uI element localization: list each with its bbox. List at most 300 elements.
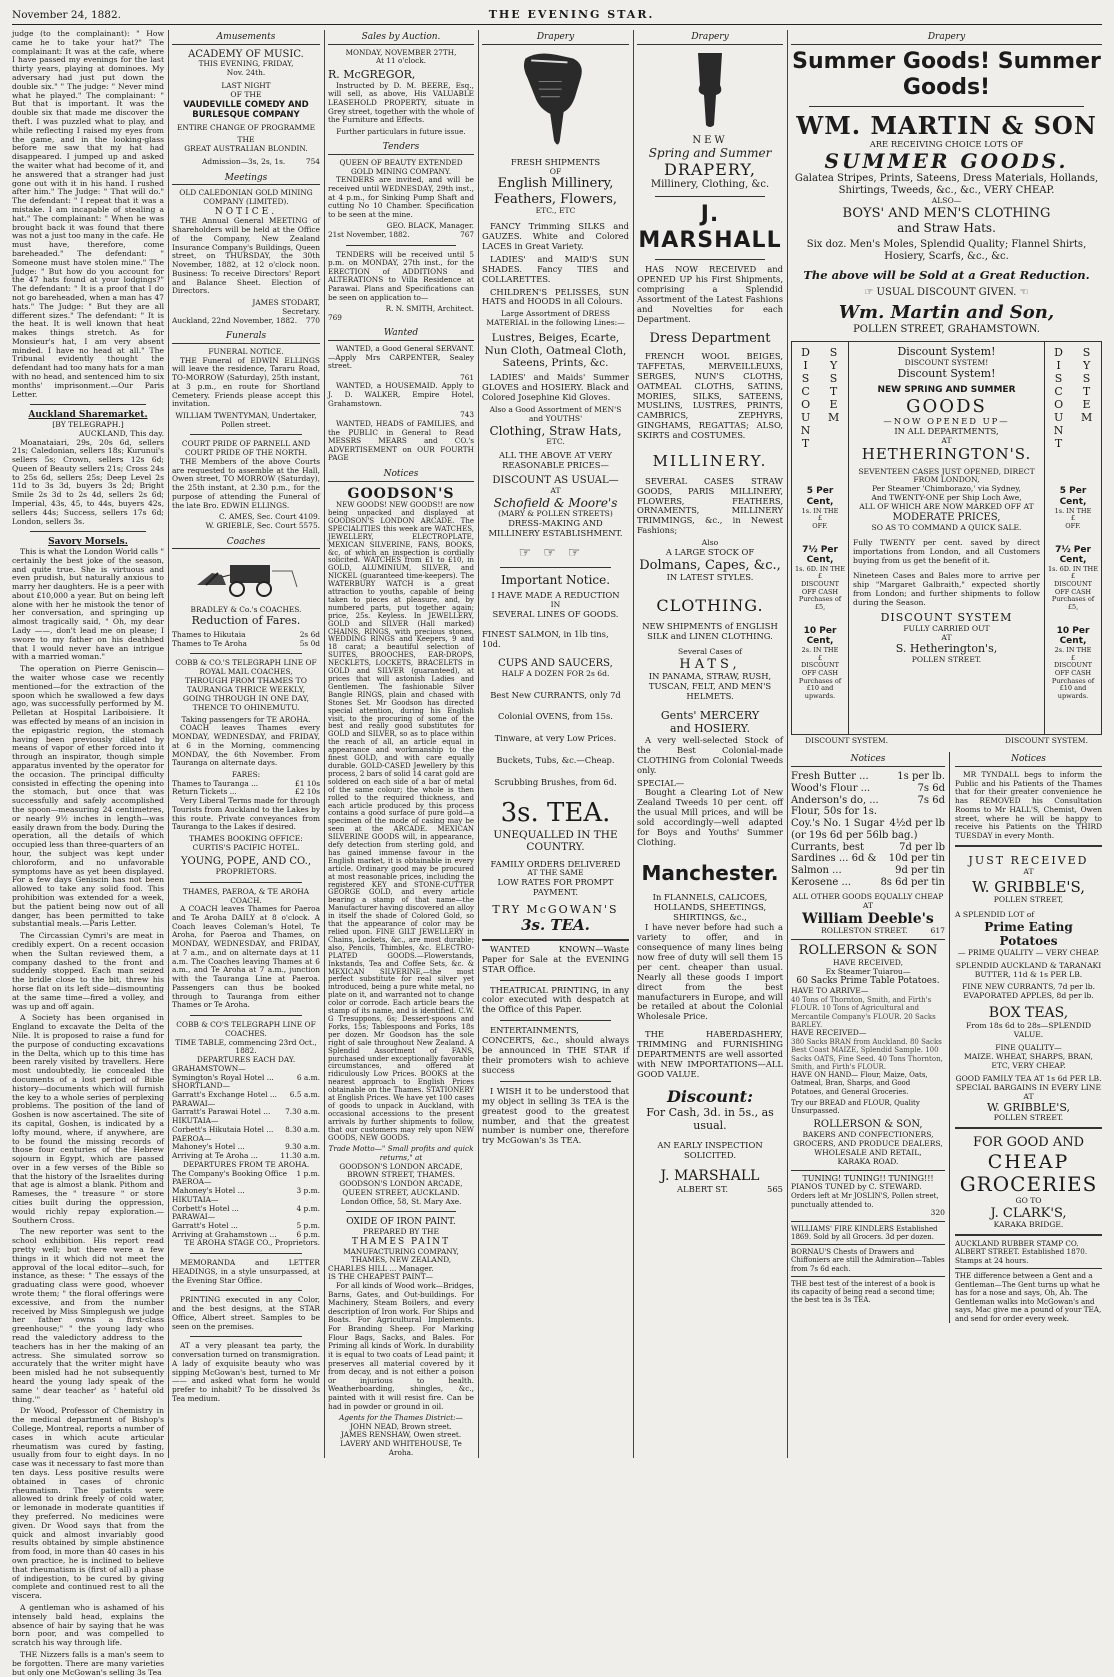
ad-line: Auckland, 22nd November, 1882. [172, 315, 298, 325]
ad-line: COBB & CO.'S TELEGRAPH LINE OF ROYAL MAIL COACHES, [175, 658, 317, 677]
vertical-system [828, 346, 839, 476]
percent-text: 7½ Per Cent, [802, 544, 838, 566]
ad-line: Six doz. Men's Moles, Splendid Quality; Flannel Shirts, Hosiery, Scarfs, &c., &c. [806, 239, 1087, 263]
ad-line: ALL OF WHICH ARE NOW MARKED OFF AT [859, 502, 1034, 512]
savory-para: The operation on Pierre Geniscin—the waiter whose case we recently mentioned—for the extraction of the spoon which he swallowed a few days ago, was successfully performed by M. Pelletan at Hospital Lariboisiere. It was effected by means of an incision in the epigastric region, the stomach having been previously dilated by means of vapor of ether forced into it through an inspirator, though simple apparatus invented by the operator for the occasion. The principal difficulty consisted in effecting the opening into the stomach, but once that was successfully and safely accomplished the spoon—measuring 24 centimetres, or nearly 9½ inches in length—was easily drawn from the body. During the operation, all the details of which occupied less than three-quarters of an hour, the subject was kept under chloroform, and no unfavorable symptoms have as yet been displayed. For a few days Geniscin has not been allowed to take any solid food. This prohibition was extended for a week, but the patient being now out of all danger, has been permitted to take substantial meals.—Paris Letter. [12, 664, 164, 929]
ad-line: FULLY CARRIED OUT [903, 623, 990, 633]
ad-line: Also a Good Assortment of MEN'S and YOUTHS' [489, 405, 622, 424]
ad-line: A LARGE STOCK OF [665, 547, 755, 558]
ad-line: MAIZE. WHEAT, SHARPS, BRAN, ETC, VERY CHEAP. [964, 1051, 1093, 1070]
ad-line: Secretary. [282, 306, 320, 316]
price-row-cell: 9d per tin [895, 865, 945, 877]
timetable-row-cell: GRAHAMSTOWN— [172, 1063, 246, 1073]
percent-block [794, 545, 846, 612]
vertical-discount [801, 346, 811, 476]
divider [955, 1234, 1102, 1236]
ad-line: Also [701, 538, 719, 548]
percent-text: DISCOUNT OFF CASH Purchases of £5, [798, 580, 842, 612]
ad-line: GOODS [906, 395, 987, 417]
ad-text: ENTERTAINMENTS, CONCERTS, &c., should always be announced in THE STAR if their promoters wish to achieve success [482, 1025, 629, 1075]
ad-line: WM. MARTIN & SON [796, 110, 1097, 140]
ad-line: London Office, 58, St. Mary Axe. [340, 1196, 462, 1206]
pointing-hand-icon: ☜ [1016, 286, 1029, 298]
ad-line: SO AS TO COMMAND A QUICK SALE. [871, 523, 1022, 533]
ad-text: Orders left at Mr JOSLIN'S, Pollen street, punctually attended to. [791, 1192, 939, 1209]
column-rule [168, 30, 169, 1458]
ad-line: DISCOUNT SYSTEM [880, 610, 1013, 624]
divider [791, 1276, 945, 1277]
vertical-discount [1054, 346, 1064, 476]
discount-center [849, 342, 1044, 734]
fare-route: Return Tickets ... [172, 787, 237, 797]
ad-text: THE Annual General MEETING of Shareholders will be held at the Office of the Company, New Zealand Insurance Company's Buildings, Queen street, on THURSDAY, the 30th November, 1882, at 12 o'clock noon. Business: To receive Directors' Report and Balance Sheet. Election of Directors. [172, 216, 320, 296]
ad-line: CUPS AND SAUCERS, [498, 657, 613, 669]
timetable-row-cell: Corbett's Hotel ... [172, 1203, 239, 1213]
ad-line: Clothing, Straw Hats, [489, 423, 622, 438]
ad-line: AT [941, 435, 952, 445]
ad-text: 40 Tons of Thornton, Smith, and Firth's FLOUR. 10 Tons of Agricultural and Mercantile Company's FLOUR. 20 Sacks BARLEY. [791, 996, 936, 1029]
section-header-drapery: Drapery [482, 32, 629, 45]
ad-line: Admission—3s, 2s, 1s. [202, 157, 286, 167]
ad-text: For all kinds of Wood work—Bridges, Barns, Gates, and Out-buildings. For Machinery, Steam Boilers, and every description of Iron work. For Ships and Boats. For Agricultural Implements. For Branding Sheep. For Marking Flour Bags, Sacks, and Bales. For Priming all kinds of Work. In durability it is equal to two coats of Lead paint; it preserves all material covered by it from decay, and is not either a poison or injurious to health. Weatherboarding, shingles, &c., painted with it will resist fire. Can be had in powder or ground in oil. [328, 1281, 474, 1411]
ad-line: (MARY & POLLEN STREETS) [498, 508, 613, 518]
ad-line: THROUGH FROM THAMES TO TAURANGA THRICE WEEKLY, GOING THROUGH IN ONE DAY, THENCE TO OHINEMUTU. [182, 675, 310, 712]
fare-price: 5s 0d [299, 638, 320, 648]
percent-text: 1s. IN THE [801, 506, 839, 515]
timetable-row-cell: Garratt's Hotel ... [172, 1220, 238, 1230]
ad-line: POLLEN STREET. [911, 654, 982, 664]
percent-text: OFF. [1065, 521, 1081, 530]
ad-text: I have never before had such a variety to offer, and in consequence of many lines being now free of duty will sell them 15 per cent. cheaper than usual. Nearly all these goods I import direct from the best manufacturers in Europe, and will be retailed at about the Colonial Wholesale Price. [637, 922, 783, 1022]
ad-text: I WISH it to be understood that my object in selling 3s TEA is the greatest good to the greatest number, and that the greatest number is number one, therefore try McGowan's 3s TEA. [482, 1085, 629, 1146]
ad-text: Bought a Clearing Lot of New Zealand Tweeds 10 per cent. off the usual Mill prices, and will be sold accordingly—well adapted for Boys and Youths' Summer Clothing. [637, 787, 783, 847]
section-header-amusements: Amusements [172, 32, 320, 45]
price-list [791, 771, 945, 889]
ad-text: NEW GOODS! NEW GOODS!! are now being unpacked and displayed at GOODSON'S LONDON ARCADE. The SPECIALITIES this week are WATCHES, JEWELLERY, ELECTROPLATE, MEXICAN SILVERINE, FANS, BOOKS, &c, of which an inspection is cordially solicited. WATCHES from £1 to £10, in GOLD, ALUMINIUM, SILVER, and NICKEL (guaranteed time-keepers). The WATERBURY WATCH is a great attraction to youths, capable of being taken to pieces at pleasure, and, by numbered parts, put together again; price, 25s. Keyless. In JEWELLERY, GOLD and SILVER (Hall marked) CHAINS, RINGS, with precious stones, WEDDING RINGS and Keepers, 9 and 18 carat; a beautiful selection of SUITES, BROOCHES, EAR-DROPS, NECKLETS, LOCKETS, BRACELETS in GOLD and SILVER (guaranteed), at prices that will astonish Ladies and Gentlemen. The fashionable Silver Bangle RINGS, plain and chased with Stones Set. Mr Goodson has directed special attention, during his English visit, to the procuring of some of the best and really good substitutes for GOLD and SILVER, so as to place within the reach of all, an article equal in appearance and workmanship to the finest GOLD, and with care equally durable. GOLD-CASED Jewellery by this process, 2 bars of solid 14 carat gold are soldered on each side of a bar of metal of the same colour; the whole is then rolled to the required thickness, and each article produced by this process contains a good surface of pure gold—a specimen of the mode of casing may be seen at the ARCADE. MEXICAN SILVERINE GOODS will, in appearance, defy detection from sterling gold, and has gained immense favour in the English market, it is obtainable in every article. Ordinary good may be procured at most reasonable prices, including the registered KEY and STONE-CUTTER GEORGE GOLD, and every article bearing a stamp of that name—the Manufacturer having discovered an alloy in itself the shade of Colored Gold, so that the appearance of color may be relied upon. FINE GILT JEWELLERY in Chains, Lockets, &c., are most durable; also, Pencils, Thimbles, &c. ELECTRO-PLATED GOODS.—Flowerstands, Inkstands, Tea and Coffee Sets, &c. & MEXICAN SILVERINE,—the most perfect substitute for real silver yet introduced, being a pure white metal, no plate on it, and warranted not to change color or corrode. Each article bears the stamp of its name, and is identified. C.W. G Tresuppons, 6s; Dessert-spoons and Forks, 15s; Tablespoons and Forks, 18s per dozen. Mr Goodson has the sole right of sale throughout New Zealand. A Splendid Assortment of FANS, purchased under exceptionally favorable circumstances, and offered at ridiculously Low Prices. BOOKS at the nearest approach to English Prices obtainable on the Thames. STATIONERY at English Prices. We have yet 100 cases of goods to unpack in Auckland, with occasional accessions to the present arrivals by further shipments to follow, that our customers may rely upon NEW GOODS, NEW GOODS. [328, 501, 474, 1142]
vertical-letter: U [800, 411, 811, 425]
ad-line: THIS EVENING, FRIDAY, [198, 59, 294, 69]
ad-line: Trade Motto—" Small profits and quick returns," at [328, 1144, 474, 1163]
ad-line: GOOD FAMILY TEA AT 1s 6d PER LB. [955, 1073, 1102, 1083]
section-header-drapery: Drapery [637, 32, 783, 45]
price-row-cell: Coy.'s No. 1 Sugar [791, 818, 885, 830]
percent-block [1047, 486, 1099, 530]
divider [346, 1211, 456, 1212]
discount-line [791, 287, 1102, 299]
price-row-cell: 1s per lb. [897, 770, 945, 782]
column-rule [478, 30, 479, 1458]
ad-line: DRAPERY, [663, 159, 756, 179]
section-header-meetings: Meetings [172, 173, 320, 186]
ad-line: J. MARSHALL [660, 1168, 760, 1185]
ad-line: PREPARED BY THE [362, 1227, 440, 1237]
ad-text: THE Funeral of EDWIN ELLINGS will leave the residence, Tararu Road, TO-MORROW (Saturday), 25th instant, at 3 p.m., en route for Shortland Cemetery. Friends please accept this invitation. [172, 355, 320, 409]
ad-line: FOR GOOD AND [972, 1135, 1085, 1151]
fare-price: 2s 6d [299, 629, 320, 639]
ad-line: HAVE RECEIVED— [791, 1028, 867, 1038]
academy-title: ACADEMY OF MUSIC. [188, 48, 304, 60]
ad-line: and Straw Hats. [897, 221, 996, 236]
ad-line: NEW SPRING AND SUMMER [877, 385, 1016, 396]
vertical-letter: S [801, 372, 810, 386]
ad-line: Prime Eating Potatoes [984, 920, 1073, 949]
ad-line: TUNING! TUNING!! TUNING!!! [802, 1173, 934, 1183]
ad-line: AT [550, 485, 561, 495]
ad-text: WANTED KNOWN—Waste Paper for Sale at the EVENING STAR Office. [482, 943, 629, 974]
percent-text: 1s. 6D. IN THE [795, 564, 845, 573]
ad-line: MANUFACTURING COMPANY, [343, 1246, 459, 1256]
timetable [172, 1065, 320, 1161]
ad-line: I HAVE MADE A REDUCTION [491, 590, 620, 601]
ad-text: THE best test of the interest of a book is its capacity of being read a second time; the best tea is 3s TEA. [791, 1279, 936, 1305]
ad-text: LADIES' and Maids' Summer GLOVES and HOSIERY. Black and Colored Josephine Kid Gloves. [482, 372, 629, 403]
percent-text: £ [1070, 653, 1076, 662]
timetable-row-cell: 11.30 a.m. [280, 1151, 320, 1161]
vertical-letter: S [829, 346, 838, 360]
vertical-letter: E [1082, 398, 1091, 412]
ad-line: COBB & CO'S TELEGRAPH LINE OF COACHES. [176, 1020, 316, 1038]
ad-line: QUEEN OF BEAUTY EXTENDED GOLD MINING COMPANY. [339, 158, 463, 176]
ad-line: R. McGREGOR, [328, 67, 416, 81]
vertical-letter: O [1054, 398, 1064, 412]
divider [482, 939, 629, 941]
timetable-row-cell: Symington's Royal Hotel ... [172, 1072, 274, 1082]
ad-line: ROLLERSON & SON, [813, 1119, 923, 1131]
ad-line: Best New CURRANTS, only 7d [490, 689, 621, 700]
vertical-letter: S [1082, 346, 1091, 360]
vertical-letter: U [1053, 411, 1064, 425]
vertical-letter: O [801, 398, 811, 412]
ad-line: THAMES BOOKING OFFICE: CURTIS'S PACIFIC HOTEL. [189, 834, 303, 853]
share-text: Moanataiari, 29s, 20s 6d, sellers 21s; Caledonian, sellers 18s; Kurunui's sellers 5s; Crown, sellers 12s 6d; Queen of Beauty sellers 21s; Cross 24s to 25s 6d, sellers 25s; Deep Level 2s 11d to 3s 3d, buyers 3s 2d; Bright Smile 2s 3d to 2s 4d, sellers 2s 6d; Imperial, 43s, 45, to 44s, buyers 42s, sellers 44s; Success, sellers 17s 6d; London, sellers 3s. [12, 437, 164, 526]
ad-line: C. AMES, Sec. Court 4109. [218, 512, 320, 522]
ad-line: CLOTHING. [656, 596, 764, 616]
ad-line: FINEST SALMON, in 1lb tins, 10d. [482, 629, 609, 649]
vertical-letter: D [801, 346, 810, 360]
percent-list [792, 486, 848, 700]
section-header-tenders: Tenders [328, 142, 474, 155]
divider [190, 882, 302, 883]
price-row-cell: 4½d per lb [889, 818, 945, 830]
section-header-coaches: Coaches [172, 537, 320, 550]
price-row-cell: Fresh Butter ... [791, 770, 869, 782]
ad-line: SPECIAL BARGAINS IN EVERY LINE AT [956, 1082, 1101, 1101]
timetable-row-cell: 4 p.m. [296, 1203, 320, 1213]
fare-route: Thames to Hikutaia [172, 629, 246, 639]
masthead-date: November 24, 1882. [12, 8, 121, 21]
ad-text: THEATRICAL PRINTING, in any color executed with despatch at the Office of this Paper. [482, 984, 629, 1015]
column-6 [791, 30, 1102, 1460]
percent-block [1047, 626, 1099, 701]
ad-line: Millinery, Clothing, &c. [650, 179, 770, 191]
goodsons-title: GOODSON'S [347, 485, 455, 502]
ad-line: TIME TABLE, commencing 23rd Oct., 1882. [175, 1037, 317, 1056]
column-4 [482, 30, 629, 1460]
ad-line: Tinware, at very Low Prices. [494, 733, 617, 744]
ad-line: DISCOUNT SYSTEM. [1004, 736, 1088, 746]
ad-line: CHEAP [987, 1150, 1070, 1173]
ad-number: 565 [767, 1183, 783, 1194]
ad-number: 743 [460, 410, 474, 420]
ad-line: POLLEN STREET, [993, 895, 1064, 905]
notices-area [791, 752, 1102, 1323]
vertical-letter: S [1054, 372, 1063, 386]
pointing-hand-icon: ☞ [864, 286, 877, 298]
ad-line: Schofield & Moore's [493, 495, 618, 510]
ad-line: S. Hetherington's, [895, 641, 998, 655]
ad-line: W. GRIEBLE, Sec. Court 5575. [205, 521, 320, 531]
price-row [791, 865, 945, 877]
ad-line: FAMILY ORDERS DELIVERED [490, 858, 621, 869]
percent-text: £ [1070, 572, 1076, 581]
percent-text: 5 Per Cent, [1059, 486, 1087, 507]
column-rule [324, 30, 325, 1458]
ad-line: Several Cases of [678, 646, 742, 656]
price-row-cell: Wood's Flour ... [791, 782, 871, 794]
ad-line: WILLIAM TWENTYMAN, Undertaker, Pollen street. [175, 411, 317, 429]
ad-text: WANTED, a Good General SERVANT. —Apply Mrs CARPENTER, Sealey street. [328, 344, 474, 371]
ad-line: PROPRIETORS. [215, 866, 277, 876]
ad-line: FUNERAL NOTICE. [208, 346, 284, 356]
ad-line: AT [1023, 866, 1034, 876]
price-row-cell: Sardines ... 6d & [791, 853, 877, 865]
timetable-row-cell: The Company's Booking Office [172, 1168, 287, 1178]
ad-line: W. GRIBBLE'S, [971, 877, 1086, 896]
divider [30, 404, 146, 405]
fare-route: Thames to Te Aroha [172, 638, 247, 648]
ad-line: SEVERAL LINES OF GOODS. [492, 609, 619, 620]
divider [346, 245, 456, 246]
price-row-cell: Kerosene ... [791, 877, 852, 889]
ad-line: Manchester. [641, 860, 779, 885]
ad-line: From 18s 6d to 28s—SPLENDID VALUE. [965, 1020, 1092, 1039]
timetable-row-cell: HIKUTAIA— [172, 1194, 219, 1204]
section-header-notices: Notices [791, 754, 945, 767]
ad-text: MEMORANDA and LETTER HEADINGS, in a style unsurpassed, at the Evening Star Office. [172, 1258, 320, 1285]
column-5 [637, 30, 783, 1460]
divider [809, 106, 1084, 107]
ad-line: IN [550, 600, 561, 610]
masthead [12, 6, 1102, 25]
ad-line: NEW SHIPMENTS of ENGLISH SILK and LINEN CLOTHING. [642, 621, 778, 642]
divider [500, 1020, 611, 1021]
divider [955, 1268, 1102, 1269]
column-1 [12, 29, 165, 1677]
timetable-row-cell: PAEROA— [172, 1177, 212, 1187]
section-header-drapery: Drapery [791, 32, 1102, 45]
ad-line: LAVERY AND WHITEHOUSE, Te Aroha. [340, 1439, 462, 1457]
vertical-letter: C [1054, 385, 1063, 399]
percent-text: 7½ Per Cent, [1055, 544, 1091, 566]
ad-line: DISCOUNT SYSTEM. [805, 736, 889, 746]
ad-line: ALL OTHER GOODS EQUALLY CHEAP AT [792, 891, 944, 910]
price-row-cell: 10d per tin [888, 853, 945, 865]
percent-text: £ [817, 653, 823, 662]
ad-line: KARAKA ROAD. [837, 1156, 899, 1166]
section-header-notices: Notices [955, 754, 1102, 767]
ad-line: MONDAY, NOVEMBER 27TH, [345, 47, 457, 57]
ad-line: VAUDEVILLE COMEDY AND [183, 99, 309, 110]
divider [500, 567, 611, 568]
ad-line: Feathers, Flowers, [493, 191, 618, 207]
ad-number: 617 [930, 926, 945, 936]
price-row-cell: 7s 6d [917, 782, 945, 794]
ad-line: ETC. [546, 437, 565, 447]
ad-line: Colonial OVENS, from 15s. [498, 711, 613, 722]
savory-para: A gentleman who is ashamed of his intensely bald head, explains the absence of hair by saying that he was born poor, and was compelled to scratch his way through life. [12, 1602, 164, 1648]
savory-para: Dr Wood, Professor of Chemistry in the medical department of Bishop's College, Montreal, reports a number of cases in which acute articular rheumatism was cured by fasting, usually from four to eight days. In no case was it necessary to fast more than ten days. Less positive results were obtained in cases of chronic rheumatism. The patients were allowed to drink freely of cold water, or lemonade in moderate quantities if they preferred. No medicines were given. Dr Wood says that from the quick and almost invariably good results obtained by simple abstinence from food, in more than 40 cases in his own practice, he is inclined to believe that rheumatism is (first of all) a phase of indigestion, to be cured by giving complete and continued rest to all the viscera. [12, 1406, 165, 1601]
pointing-fingers-icon: ☞☞☞ [518, 544, 593, 561]
ad-line: For Cash, 3d. in 5s., as usual. [646, 1105, 774, 1132]
ad-line: SEVENTEEN CASES JUST OPENED, DIRECT FROM LONDON, [858, 466, 1035, 485]
ad-line: TRY McGOWAN'S [492, 903, 619, 917]
ad-line: Per Steamer 'Chimborazo,' via Sydney, [872, 484, 1021, 494]
savory-para: This is what the London World calls " certainly the best joke of the season, and quite true. She is virtuous and even prudish, but naturally anxious to marry her daughters. He is a peer with about £10,000 a year. But on being left alone with her he mistook the tenor of her conversation, and springing up almost tragically said, " Oh, my dear Lady ——, don't lead me on please; I swore to my father on his deathbed that I would never have an intrigue with a married woman." [12, 546, 164, 662]
price-row [791, 806, 945, 818]
timetable-row-cell: Mahoney's Hotel ... [172, 1142, 245, 1152]
price-row [791, 853, 945, 865]
ad-line: At 11 o'clock. [375, 56, 427, 66]
ad-line: Discount System! [897, 345, 996, 359]
ad-line: BRADLEY & Co.'s COACHES. [190, 605, 302, 615]
savory-heading: Savory Morsels. [48, 537, 128, 548]
ad-line: ARE RECEIVING CHOICE LOTS OF [869, 138, 1024, 149]
ad-line: HAVE RECEIVED, [832, 957, 904, 967]
price-row-cell: 7d per lb [899, 841, 945, 853]
ad-line: NEW [692, 134, 728, 146]
percent-text: OFF. [812, 521, 828, 530]
timetable-row-cell: Arriving at Grahamstown ... [172, 1229, 277, 1239]
ad-line: Wm. Martin and Son, [838, 302, 1055, 324]
ad-number: 754 [305, 157, 320, 167]
divider [500, 980, 611, 981]
vertical-letter: E [829, 398, 838, 412]
fare-price: £1 10s [295, 778, 320, 788]
timetable-row-cell: 3 p.m. [296, 1186, 320, 1196]
percent-text: 1s. 6D. IN THE [1048, 564, 1098, 573]
ad-line: LOW RATES FOR PROMPT PAYMENT. [497, 877, 614, 898]
ad-line: Important Notice. [500, 573, 611, 588]
ad-line: BAKERS AND CONFECTIONERS, GROCERS, AND PRODUCE DEALERS, [793, 1130, 943, 1148]
divider [190, 653, 302, 654]
coach-illustration [192, 557, 302, 599]
ad-line: Buckets, Tubs, &c.—Cheap. [496, 755, 615, 766]
ad-line: Agents for the Thames District:— [339, 1413, 463, 1423]
vertical-letter: C [801, 385, 810, 399]
vertical-letter: T [829, 385, 838, 399]
ad-line: GREAT AUSTRALIAN BLONDIN. [184, 144, 308, 154]
vertical-system [1081, 346, 1092, 476]
ad-text: THE Members of the above Courts are requested to assemble at the Hall, Owen street, TO MORROW (Saturday), the 25th instant, at 2.30 p.m., for the purpose of attending the Funeral of the late Bro. EDWIN ELLINGS. [172, 456, 320, 510]
ad-text: SEVERAL CASES STRAW GOODS, PARIS MILLINERY, FLOWERS, FEATHERS, ORNAMENTS, MILLINERY TRIMMINGS, &c., in Newest Fashions; [637, 475, 783, 536]
ad-line: HAVE TO ARRIVE— [791, 986, 869, 996]
ad-line: FINE NEW CURRANTS, 7d per lb. EVAPORATED APPLES, 8d per lb. [961, 982, 1096, 1001]
divider [955, 845, 1102, 847]
ad-number: 320 [930, 1207, 945, 1217]
ad-line: OF [549, 166, 562, 176]
section-header-sales: Sales by Auction. [328, 32, 474, 45]
ad-line: ALL THE ABOVE AT VERY REASONABLE PRICES— [499, 450, 612, 470]
ad-line: Scrubbing Brushes, from 6d. [494, 777, 617, 788]
percent-text: 2s. IN THE [801, 645, 839, 654]
ad-line: THAMES, PAEROA, & TE AROHA COACH. [182, 886, 310, 905]
ad-line: FRESH SHIPMENTS [510, 156, 601, 167]
ad-text: FRENCH WOOL BEIGES, TAFFETAS, MERVEILLEUXS, SERGES, NUN'S CLOTHS, OATMEAL CLOTHS, SATINS, MORIES, SILKS, SATEENS, MUSLINS, LUSTRES, PRINTS, CAMBRICS, ZEPHYRS, GINGHAMS, REGATTAS; ALSO, SKIRTS and COSTUMES. [637, 350, 783, 441]
ad-line: YOUNG, POPE, AND CO., [180, 856, 312, 868]
savory-para: THE Nizzers falls is a man's seem to be forgotten. There are many varieties but only one McGowan's selling 3s Tea [12, 1649, 164, 1677]
vertical-letter: M [827, 411, 840, 425]
ad-line: MILLINERY. [652, 452, 768, 471]
discount-footer [791, 735, 1102, 748]
ad-line: OF THE [230, 89, 262, 99]
ad-line: HETHERINGTON'S. [861, 444, 1032, 463]
percent-text: 10 Per Cent, [1056, 625, 1090, 647]
vertical-letter: T [801, 437, 810, 451]
pointing-hand-icon [516, 49, 596, 154]
ad-number: 770 [305, 315, 320, 325]
ad-text: 380 Sacks BRAN from Auckland. 80 Sacks Best Coast MAIZE, Splendid Sample. 100 Sacks OATS, Fine Seed. 40 Tons Thornton, Smith, and Firth's FLOUR. [791, 1038, 943, 1071]
price-row [791, 877, 945, 889]
ad-line: SPECIAL— [637, 777, 685, 788]
ad-line: In FLANNELS, CALICOES, HOLLANDS, SHEETINGS, SHIRTINGS, &c., [652, 892, 768, 923]
ad-line: FARES: [231, 770, 261, 780]
divider [791, 939, 945, 940]
ad-number: 767 [460, 229, 474, 239]
divider [791, 1170, 945, 1171]
discount-system-ad [791, 341, 1102, 735]
percent-text: £ [817, 572, 823, 581]
ad-text: WANTED, a HOUSEMAID. Apply to J. D. WALKER, Empire Hotel, Grahamstown. [328, 381, 474, 408]
percent-text: £ [817, 514, 823, 523]
vertical-letter: I [1056, 359, 1061, 373]
ad-line: SUMMER GOODS. [824, 148, 1069, 173]
price-row [791, 842, 945, 854]
ad-line: PIANOS TUNED by C. STEWARD. [791, 1182, 922, 1192]
ad-line: DISCOUNT AS USUAL— [492, 474, 619, 486]
ad-line: GO TO [1015, 1195, 1042, 1205]
savory-para: The Circassian Cymri's are meat in credibly expert. On a recent occasion when the Sultan reviewed them, a company dashed to the front and suddenly stopped. Each man seized the bridle close to the bit, threw his horse flat on its left side—dismounting at the same time—fired a volley, and was up and off again. [12, 931, 164, 1011]
section-header-funerals: Funerals [172, 331, 320, 344]
ad-line: AN EARLY INSPECTION SOLICITED. [657, 1139, 763, 1160]
ad-line: AT THE SAME [527, 868, 584, 878]
ad-text: AT a very pleasant tea party, the conversation turned on transmigration. A lady of exquisite beauty who was sipping McGowan's best, turned to Mr —— and asked what form he would prefer to inhabit? To be dissolved 3s Tea medium. [172, 1341, 320, 1403]
price-row-cell: Currants, best [791, 841, 865, 853]
column-2 [172, 30, 320, 1460]
ad-line: 3s. TEA. [521, 916, 590, 935]
vertical-letter: T [1054, 437, 1063, 451]
ad-line: MODERATE PRICES, [892, 512, 1001, 524]
vertical-letter: T [1082, 385, 1091, 399]
vertical-letter: Y [1082, 359, 1091, 373]
ad-text: Instructed by D. M. BEERE, Esq., will sell, as above, His VALUABLE LEASEHOLD PROPERTY, situate in Grey street, together with the whole of the Furniture and Effects. [328, 80, 474, 125]
ad-line: HALF A DOZEN FOR 2s 6d. [501, 668, 610, 678]
vertical-letter: N [800, 424, 811, 438]
share-heading: Auckland Sharemarket. [28, 410, 148, 421]
timetable-row-cell: 5 p.m. [296, 1220, 320, 1230]
ad-line: GEO. BLACK, Manager. [386, 221, 474, 231]
ad-line: The above will be Sold at a Great Reduction. [803, 267, 1090, 282]
ad-line: IS THE CHEAPEST PAINT— [328, 1272, 433, 1282]
ad-line: William Deeble's [802, 910, 934, 927]
percent-text: 10 Per Cent, [803, 625, 837, 647]
ad-line: Galatea Stripes, Prints, Sateens, Dress Materials, Hollands, Shirtings, Tweeds, &c., &c., VERY CHEAP. [794, 173, 1099, 197]
timetable-row-cell: 9.30 a.m. [285, 1142, 320, 1152]
ad-line: THE [237, 135, 255, 145]
savory-para: A Society has been organised in England to excavate the Delta of the Nile. It is proposed to raise a fund for the purpose of conducting excavations in the Delta, which up to this time has been rarely visited by travellers. Here most undoubtedly, lie concealed the documents of a lost period of Bible history—documents which will furnish the key to a whole series of perplexing problems. The position of the land of Goshen is now ascertained. The site of its capital, Goshen, is indicated by a lofty mound, where, if anywhere, are to be found the missing records of those four centuries of the Hebrew sojourn in Egypt, which are passed over in a few verses of the Bible so that the history of the Israelites during that age is almost a blank. Pithom and Rameses, the " treasure " or store cities built during the oppression, would richly repay exploration.—Southern Cross. [12, 1013, 164, 1225]
ad-line: Dress Department [649, 330, 771, 346]
vertical-letter: N [1053, 424, 1064, 438]
timetable-row-cell: 6 a.m. [296, 1072, 320, 1082]
